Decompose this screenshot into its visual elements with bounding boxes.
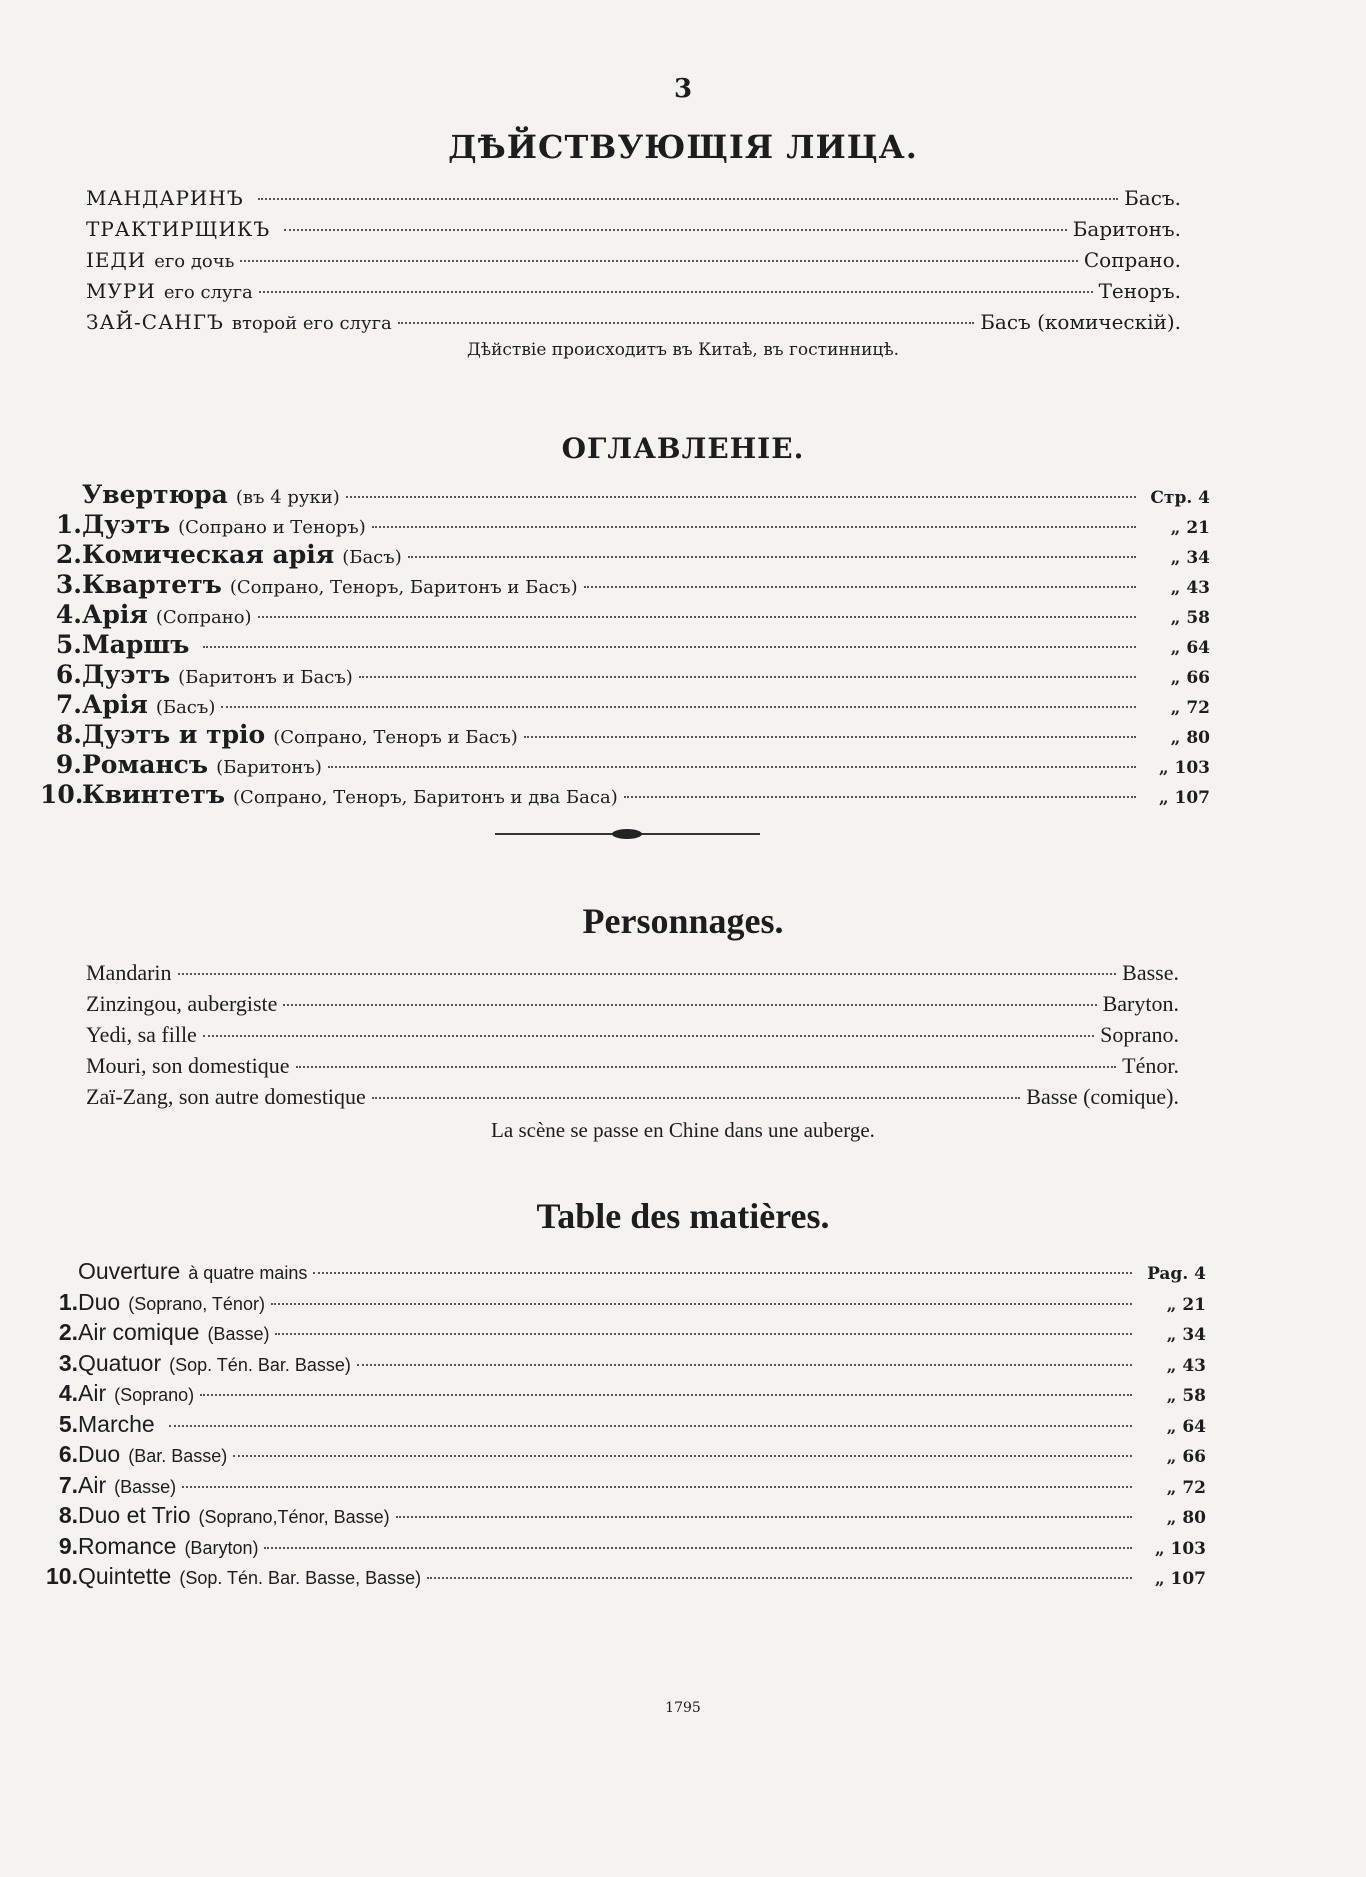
toc-number: 1. — [58, 1288, 78, 1315]
leader-dots — [203, 1035, 1094, 1037]
toc-number: 8. — [58, 1502, 78, 1528]
toc-title: Дуэтъ — [82, 660, 171, 689]
toc-title: Duo — [78, 1441, 121, 1467]
cast-voice: Baryton. — [1102, 991, 1179, 1016]
cast-voice: Басъ. — [1124, 186, 1181, 210]
toc-title: Увертюра — [82, 480, 228, 509]
leader-dots — [258, 198, 1118, 200]
cast-row — [86, 1053, 1179, 1084]
leader-dots — [296, 1066, 1117, 1068]
toc-note: (Басъ) — [342, 547, 402, 568]
toc-note: (Sop. Tén. Bar. Basse) — [169, 1354, 351, 1375]
toc-title: Романсъ — [82, 750, 209, 779]
toc-number: 4. — [58, 1380, 78, 1406]
leader-dots — [271, 1303, 1132, 1305]
cast-title-ru: ДѢЙСТВУЮЩІЯ ЛИЦА. — [448, 128, 918, 166]
setting-note-ru: Дѣйствіе происходитъ въ Китаѣ, въ гостинницѣ. — [467, 340, 899, 360]
cast-title-fr: Personnages. — [582, 901, 784, 941]
cast-note: второй его слуга — [231, 313, 392, 334]
toc-row — [40, 510, 1210, 540]
toc-title: Air — [78, 1380, 107, 1406]
toc-note: (Баритонъ) — [216, 757, 322, 778]
toc-row — [40, 570, 1210, 600]
toc-note: à quatre mains — [188, 1263, 308, 1283]
toc-number: 7. — [58, 1471, 78, 1498]
toc-page: „ 103 — [1158, 758, 1210, 778]
toc-note: (Басъ) — [155, 697, 216, 718]
toc-row — [36, 1380, 1206, 1411]
toc-title: Duo — [78, 1288, 121, 1315]
toc-note: (Sop. Tén. Bar. Basse, Basse) — [179, 1568, 422, 1588]
toc-row — [36, 1411, 1206, 1442]
leader-dots — [408, 556, 1136, 558]
cast-row — [86, 960, 1179, 991]
toc-title-ru: ОГЛАВЛЕНІЕ. — [561, 432, 805, 465]
cast-note: его дочь — [154, 251, 235, 272]
toc-row — [40, 720, 1210, 750]
leader-dots — [182, 1486, 1132, 1488]
cast-row — [86, 310, 1181, 341]
toc-title: Marche — [78, 1410, 155, 1437]
toc-row — [36, 1441, 1206, 1472]
leader-dots — [313, 1272, 1132, 1274]
leader-dots — [240, 260, 1077, 262]
toc-page: Pag. 4 — [1147, 1264, 1206, 1284]
toc-title: Дуэтъ и тріо — [82, 720, 266, 749]
cast-voice: Basse. — [1122, 960, 1179, 985]
cast-voice: Soprano. — [1100, 1022, 1179, 1047]
leader-dots — [398, 322, 974, 324]
cast-voice: Басъ (комическій). — [980, 310, 1181, 334]
cast-name: Mandarin — [86, 960, 172, 985]
toc-note: (Сопрано, Теноръ и Басъ) — [273, 727, 518, 748]
toc-number: 5. — [58, 1410, 78, 1437]
leader-dots — [259, 291, 1093, 293]
toc-number: 8. — [55, 720, 82, 749]
toc-title: Ouverture — [78, 1258, 181, 1284]
leader-dots — [283, 1004, 1096, 1006]
cast-list-fr — [86, 960, 1179, 1115]
leader-dots — [221, 706, 1136, 708]
leader-dots — [264, 1547, 1132, 1549]
cast-voice: Basse (comique). — [1026, 1084, 1179, 1109]
toc-title: Арія — [82, 690, 148, 719]
toc-note: (Баритонъ и Басъ) — [178, 667, 353, 688]
leader-dots — [372, 1097, 1020, 1099]
toc-note: (Basse) — [207, 1324, 270, 1344]
toc-note: (Baryton) — [184, 1537, 259, 1558]
cast-voice: Сопрано. — [1083, 248, 1181, 272]
toc-page: „ 21 — [1170, 518, 1210, 538]
leader-dots — [178, 973, 1117, 975]
toc-page: „ 103 — [1154, 1538, 1206, 1559]
leader-dots — [233, 1455, 1132, 1457]
toc-row — [36, 1533, 1206, 1564]
leader-dots — [200, 1394, 1132, 1396]
toc-note: (Сопрано, Теноръ, Баритонъ и Басъ) — [229, 577, 578, 598]
toc-page: „ 34 — [1170, 548, 1210, 568]
leader-dots — [275, 1333, 1132, 1335]
cast-name: ТРАКТИРЩИКЪ — [86, 217, 271, 241]
plate-number: 1795 — [665, 1700, 701, 1716]
toc-title: Квинтетъ — [82, 780, 226, 809]
toc-page: „ 107 — [1158, 788, 1210, 808]
leader-dots — [203, 646, 1136, 648]
toc-title: Дуэтъ — [82, 510, 171, 539]
toc-title: Air — [78, 1471, 107, 1498]
toc-number: 9. — [58, 1532, 78, 1559]
toc-row — [40, 600, 1210, 630]
cast-name: МУРИ — [86, 279, 156, 303]
toc-note: (Soprano, Ténor) — [128, 1293, 265, 1314]
toc-note: (Soprano,Ténor, Basse) — [198, 1507, 390, 1527]
toc-row — [36, 1258, 1206, 1289]
toc-row — [40, 540, 1210, 570]
toc-number: 3. — [58, 1349, 78, 1376]
toc-note: (Сопрано, Теноръ, Баритонъ и два Баса) — [233, 787, 618, 808]
setting-note-fr: La scène se passe en Chine dans une auberge. — [491, 1118, 875, 1142]
toc-page: „ 64 — [1166, 1416, 1206, 1437]
toc-note: (Сопрано) — [155, 607, 252, 628]
toc-row — [36, 1350, 1206, 1381]
toc-title: Маршъ — [82, 630, 190, 659]
toc-page: „ 66 — [1170, 668, 1210, 688]
cast-row — [86, 991, 1179, 1022]
toc-page: „ 72 — [1166, 1477, 1206, 1498]
toc-number: 7. — [55, 690, 82, 719]
toc-list-ru — [40, 480, 1210, 810]
leader-dots — [359, 676, 1136, 678]
toc-number: 10. — [46, 1563, 78, 1589]
leader-dots — [427, 1577, 1132, 1579]
cast-list-ru — [86, 186, 1181, 341]
leader-dots — [284, 229, 1066, 231]
toc-number: 10. — [40, 780, 84, 809]
cast-voice: Теноръ. — [1098, 279, 1181, 303]
toc-row — [40, 780, 1210, 810]
cast-name: Mouri, son domestique — [86, 1053, 290, 1078]
toc-page: „ 72 — [1170, 698, 1210, 718]
leader-dots — [357, 1364, 1132, 1366]
toc-note: (Basse) — [114, 1476, 177, 1497]
cast-name: Zinzingou, aubergiste — [86, 991, 278, 1016]
toc-number: 3. — [55, 570, 82, 599]
toc-title: Romance — [78, 1532, 177, 1559]
cast-name: ЗАЙ-САНГЪ — [86, 310, 224, 334]
toc-title: Quatuor — [78, 1349, 162, 1376]
toc-title: Квартетъ — [82, 570, 222, 599]
divider-ornament-icon — [612, 829, 642, 839]
toc-list-fr — [36, 1258, 1206, 1594]
toc-number: 2. — [55, 540, 82, 569]
toc-title-fr: Table des matières. — [536, 1196, 830, 1236]
toc-title: Арія — [82, 600, 148, 629]
leader-dots — [346, 496, 1136, 498]
toc-note: (Bar. Basse) — [128, 1446, 228, 1466]
toc-row — [40, 690, 1210, 720]
toc-row — [40, 750, 1210, 780]
toc-page: „ 58 — [1170, 608, 1210, 628]
toc-row — [40, 630, 1210, 660]
toc-number: 9. — [55, 750, 82, 779]
toc-title: Air comique — [78, 1319, 200, 1345]
toc-note: (Soprano) — [114, 1385, 195, 1405]
cast-name: Zaï-Zang, son autre domestique — [86, 1084, 366, 1109]
leader-dots — [396, 1516, 1132, 1518]
toc-page: „ 34 — [1166, 1325, 1206, 1345]
toc-number: 5. — [55, 630, 82, 659]
toc-row — [36, 1472, 1206, 1503]
leader-dots — [169, 1425, 1132, 1427]
cast-row — [86, 1084, 1179, 1115]
toc-row — [36, 1289, 1206, 1320]
toc-page: „ 43 — [1166, 1355, 1206, 1376]
cast-name: ІЕДИ — [86, 248, 147, 272]
toc-number: 6. — [58, 1441, 78, 1467]
toc-row — [36, 1563, 1206, 1594]
cast-name: Yedi, sa fille — [86, 1022, 197, 1047]
cast-name: МАНДАРИНЪ — [86, 186, 244, 210]
page-number: 3 — [673, 74, 693, 104]
cast-row — [86, 186, 1181, 217]
toc-page: „ 58 — [1166, 1386, 1206, 1406]
toc-number: 2. — [58, 1319, 78, 1345]
cast-note: его слуга — [163, 282, 253, 303]
toc-page: „ 43 — [1170, 578, 1210, 598]
toc-row — [36, 1502, 1206, 1533]
toc-number: 4. — [55, 600, 82, 629]
toc-note: (Сопрано и Теноръ) — [178, 517, 366, 538]
cast-row — [86, 279, 1181, 310]
leader-dots — [258, 616, 1136, 618]
toc-row — [40, 660, 1210, 690]
toc-page: „ 66 — [1166, 1447, 1206, 1467]
toc-page: „ 21 — [1166, 1294, 1206, 1315]
cast-voice: Ténor. — [1122, 1053, 1179, 1078]
toc-row — [40, 480, 1210, 510]
toc-page: „ 64 — [1170, 638, 1210, 658]
toc-title: Комическая арія — [82, 540, 335, 569]
leader-dots — [372, 526, 1136, 528]
leader-dots — [584, 586, 1136, 588]
cast-row — [86, 217, 1181, 248]
toc-page: „ 80 — [1170, 728, 1210, 748]
toc-number: 1. — [55, 510, 82, 539]
toc-row — [36, 1319, 1206, 1350]
toc-number: 6. — [55, 660, 82, 689]
toc-page: „ 80 — [1166, 1508, 1206, 1528]
toc-note: (въ 4 руки) — [235, 487, 340, 508]
cast-row — [86, 248, 1181, 279]
leader-dots — [624, 796, 1136, 798]
toc-page: Стр. 4 — [1150, 488, 1210, 508]
leader-dots — [328, 766, 1136, 768]
toc-page: „ 107 — [1154, 1569, 1206, 1589]
cast-voice: Баритонъ. — [1072, 217, 1181, 241]
toc-title: Quintette — [78, 1563, 172, 1589]
cast-row — [86, 1022, 1179, 1053]
leader-dots — [524, 736, 1136, 738]
toc-title: Duo et Trio — [78, 1502, 191, 1528]
